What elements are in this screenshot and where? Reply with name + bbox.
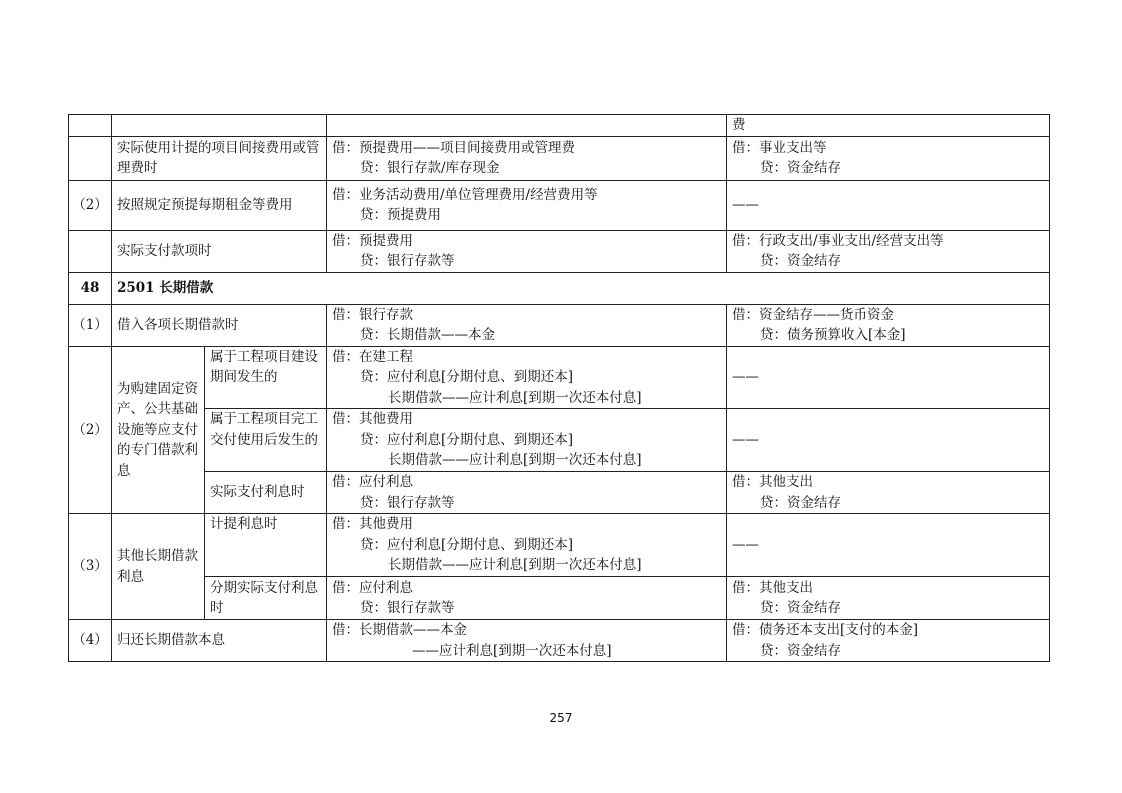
sub-description-cell: 属于工程项目建设期间发生的 — [205, 346, 327, 409]
sub-description-cell: 计提利息时 — [205, 514, 327, 577]
financial-entry-cell: 借：银行存款 贷：长期借款——本金 — [327, 304, 727, 346]
financial-entry-cell: 借：预提费用——项目间接费用或管理费 贷：银行存款/库存现金 — [327, 136, 727, 180]
table-row — [69, 409, 1050, 472]
description-cell: 按照规定预提每期租金等费用 — [112, 180, 327, 230]
financial-entry-cell: 借：其他费用 贷：应付利息[分期付息、到期还本] 长期借款——应计利息[到期一次还本付息] — [327, 409, 727, 472]
item-number: （3） — [69, 514, 112, 620]
table-row — [69, 115, 1050, 137]
financial-entry-cell: 借：应付利息 贷：银行存款等 — [327, 472, 727, 514]
table-row — [69, 304, 1050, 346]
description-cell: 实际使用计提的项目间接费用或管理费时 — [112, 136, 327, 180]
description-cell: 归还长期借款本息 — [112, 620, 327, 662]
sub-description-cell: 分期实际支付利息时 — [205, 577, 327, 620]
financial-entry-cell: 借：业务活动费用/单位管理费用/经营费用等 贷：预提费用 — [327, 180, 727, 230]
item-number: （1） — [69, 304, 112, 346]
sub-description-cell: 属于工程项目完工交付使用后发生的 — [205, 409, 327, 472]
budget-entry-cell: 借：其他支出 贷：资金结存 — [727, 472, 1050, 514]
item-number: （2） — [69, 346, 112, 514]
description-cell: 借入各项长期借款时 — [112, 304, 327, 346]
table-row — [69, 514, 1050, 577]
budget-entry-cell: —— — [727, 180, 1050, 230]
section-row — [69, 272, 1050, 304]
section-number: 48 — [69, 272, 112, 304]
financial-entry-cell: 借：预提费用 贷：银行存款等 — [327, 230, 727, 272]
financial-entry-cell: 借：其他费用 贷：应付利息[分期付息、到期还本] 长期借款——应计利息[到期一次还本付息] — [327, 514, 727, 577]
item-number: （4） — [69, 620, 112, 662]
budget-entry-cell: 借：行政支出/事业支出/经营支出等 贷：资金结存 — [727, 230, 1050, 272]
budget-entry-cell: 借：资金结存——货币资金 贷：债务预算收入[本金] — [727, 304, 1050, 346]
table-row — [69, 136, 1050, 180]
budget-entry-cell: —— — [727, 514, 1050, 577]
budget-entry-cell: 借：债务还本支出[支付的本金] 贷：资金结存 — [727, 620, 1050, 662]
description-cell: 实际支付款项时 — [112, 230, 327, 272]
budget-entry-cell: —— — [727, 346, 1050, 409]
sub-description-cell: 实际支付利息时 — [205, 472, 327, 514]
budget-cell: 费 — [727, 115, 1050, 137]
table-row — [69, 620, 1050, 662]
budget-entry-cell: 借：其他支出 贷：资金结存 — [727, 577, 1050, 620]
description-cell: 为购建固定资产、公共基础设施等应支付的专门借款利息 — [112, 346, 205, 514]
table-row — [69, 472, 1050, 514]
budget-entry-cell: 借：事业支出等 贷：资金结存 — [727, 136, 1050, 180]
financial-entry-cell: 借：应付利息 贷：银行存款等 — [327, 577, 727, 620]
accounting-table — [68, 114, 1050, 662]
item-number: （2） — [69, 180, 112, 230]
table-row — [69, 230, 1050, 272]
budget-entry-cell: —— — [727, 409, 1050, 472]
table-row — [69, 577, 1050, 620]
table-row — [69, 346, 1050, 409]
financial-entry-cell: 借：在建工程 贷：应付利息[分期付息、到期还本] 长期借款——应计利息[到期一次还本付息] — [327, 346, 727, 409]
table-row — [69, 180, 1050, 230]
description-cell: 其他长期借款利息 — [112, 514, 205, 620]
page-number: 257 — [549, 711, 573, 725]
section-title: 2501 长期借款 — [112, 272, 1050, 304]
financial-entry-cell: 借：长期借款——本金 ——应计利息[到期一次还本付息] — [327, 620, 727, 662]
